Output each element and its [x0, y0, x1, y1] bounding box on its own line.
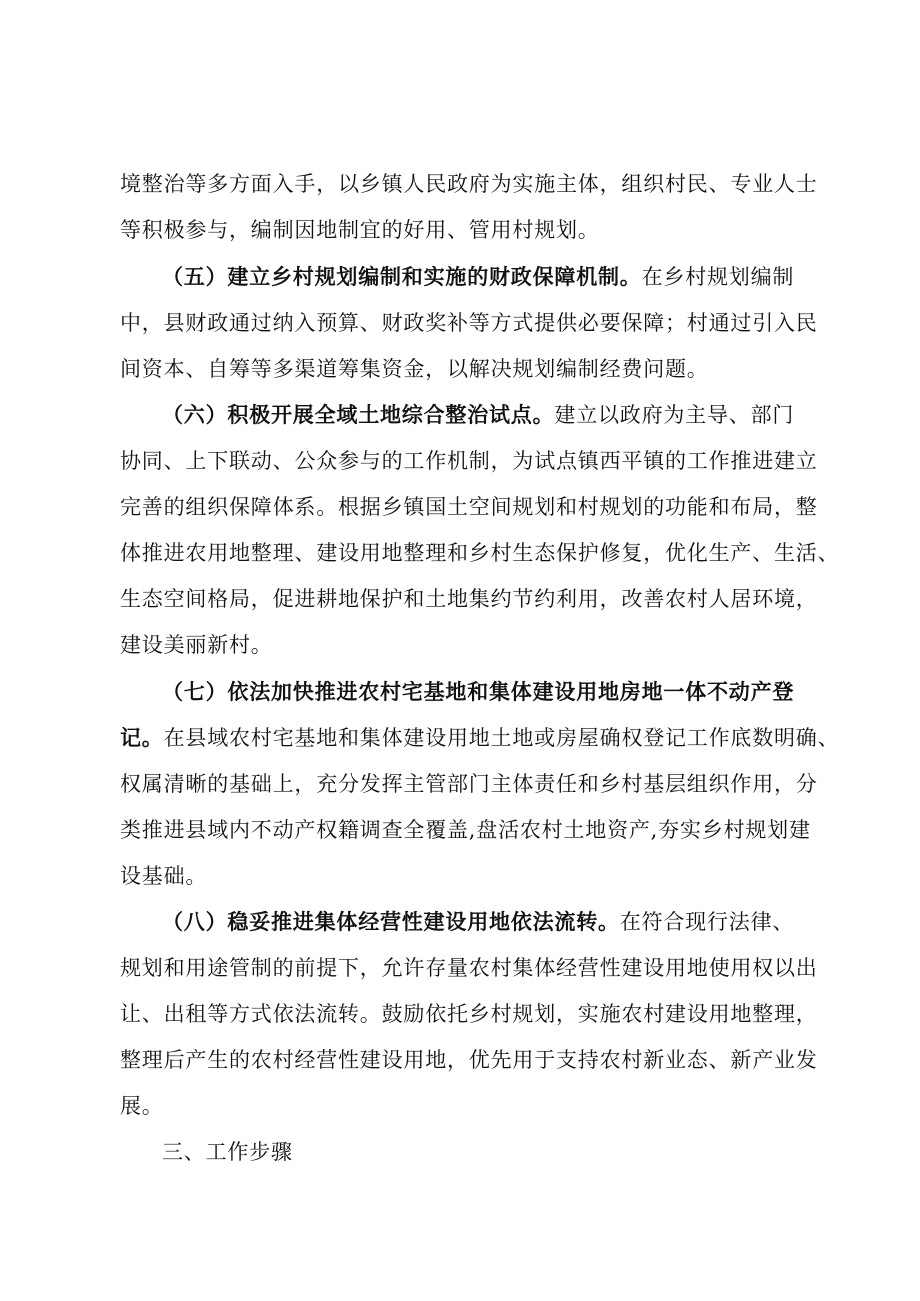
body-text-line: 规划和用途管制的前提下，允许存量农村集体经营性建设用地使用权以出: [120, 956, 818, 980]
paragraph-5-line: [162, 259, 794, 295]
body-text-line: 协同、上下联动、公众参与的工作机制，为试点镇西平镇的工作推进建立: [120, 449, 818, 473]
body-text-line: 设基础。: [120, 864, 208, 888]
paragraph-8-line: [162, 904, 794, 940]
paragraph-7-text: 在县域农村宅基地和集体建设用地土地或房屋确权登记工作底数明确、: [163, 726, 840, 750]
paragraph-7-heading: （七）依法加快推进农村宅基地和集体建设用地房地一体不动产登: [162, 679, 795, 704]
body-text-line: 展。: [120, 1094, 164, 1118]
paragraph-5-text: 在乡村规划编制: [641, 265, 795, 289]
paragraph-7-heading-end: 记。: [120, 725, 164, 750]
body-text-line: 完善的组织保障体系。根据乡镇国土空间规划和村规划的功能和布局，整: [120, 495, 818, 519]
body-text-line: 让、出租等方式依法流转。鼓励依托乡村规划，实施农村建设用地整理，: [120, 1002, 818, 1026]
body-text-line: 中，县财政通过纳入预算、财政奖补等方式提供必要保障；村通过引入民: [120, 311, 818, 335]
body-text-line: 间资本、自筹等多渠道筹集资金，以解决规划编制经费问题。: [120, 357, 709, 381]
body-text-line: 生态空间格局，促进耕地保护和土地集约节约利用，改善农村人居环境，: [120, 587, 818, 611]
paragraph-5-heading: （五）建立乡村规划编制和实施的财政保障机制。: [162, 264, 642, 289]
paragraph-7-line: [120, 720, 839, 756]
body-text-line: 等积极参与，编制因地制宜的好用、管用村规划。: [120, 218, 600, 242]
paragraph-8-text: 在符合现行法律、: [619, 910, 795, 934]
paragraph-6-heading: （六）积极开展全域土地综合整治试点。: [162, 402, 555, 427]
body-text-line: 境整治等多方面入手，以乡镇人民政府为实施主体，组织村民、专业人士: [120, 172, 818, 196]
paragraph-8-heading: （八）稳妥推进集体经营性建设用地依法流转。: [162, 909, 620, 934]
paragraph-6-text: 建立以政府为主导、部门: [554, 403, 795, 427]
body-text-line: 权属清晰的基础上，充分发挥主管部门主体责任和乡村基层组织作用，分: [120, 772, 818, 796]
paragraph-6-line: [162, 397, 794, 433]
section-heading: 三、工作步骤: [162, 1140, 293, 1164]
body-text-line: 建设美丽新村。: [120, 633, 273, 657]
body-text-line: 体推进农用地整理、建设用地整理和乡村生态保护修复，优化生产、生活、: [120, 541, 840, 565]
body-text-line: 类推进县域内不动产权籍调查全覆盖,盘活农村土地资产,夯实乡村规划建: [120, 818, 811, 842]
body-text-line: 整理后产生的农村经营性建设用地，优先用于支持农村新业态、新产业发: [120, 1048, 818, 1072]
